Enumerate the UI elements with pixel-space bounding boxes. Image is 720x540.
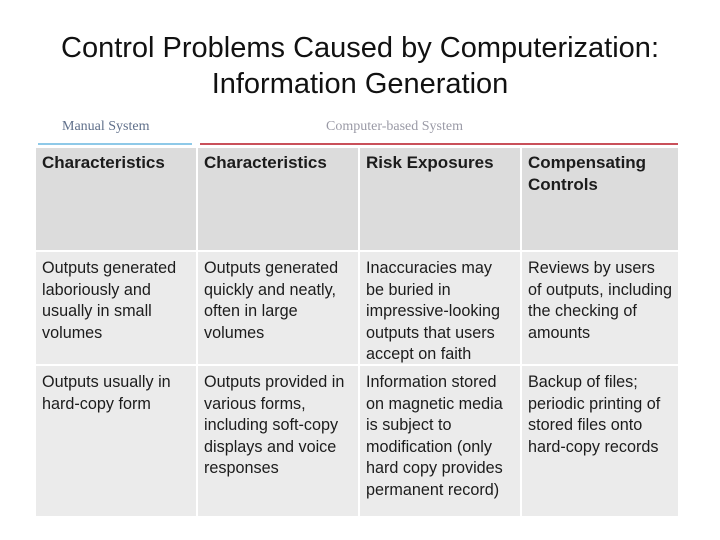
table-cell: Outputs generated laboriously and usually in small volumes bbox=[36, 252, 196, 364]
table-cell: Outputs provided in various forms, including soft-copy displays and voice responses bbox=[198, 366, 358, 516]
title-line-1: Control Problems Caused by Computerization: bbox=[61, 32, 659, 64]
slide-title bbox=[0, 30, 720, 102]
table-cell: Backup of files; periodic printing of stored files onto hard-copy records bbox=[522, 366, 678, 516]
table-cell: Reviews by users of outputs, including the checking of amounts bbox=[522, 252, 678, 364]
manual-system-label: Manual System bbox=[62, 119, 150, 134]
table-cell: Outputs usually in hard-copy form bbox=[36, 366, 196, 516]
manual-system-underline bbox=[38, 143, 192, 145]
header-computer-characteristics: Characteristics bbox=[198, 148, 358, 250]
table-cell: Inaccuracies may be buried in impressive-looking outputs that users accept on faith bbox=[360, 252, 520, 364]
header-manual-characteristics: Characteristics bbox=[36, 148, 196, 250]
title-line-2: Information Generation bbox=[211, 68, 509, 100]
table-cell: Outputs generated quickly and neatly, often in large volumes bbox=[198, 252, 358, 364]
controls-table bbox=[36, 148, 678, 518]
table-cell: Information stored on magnetic media is subject to modification (only hard copy provides permanent record) bbox=[360, 366, 520, 516]
computer-system-underline bbox=[200, 143, 678, 145]
header-compensating-controls: Compensating Controls bbox=[522, 148, 678, 250]
computer-system-label: Computer-based System bbox=[326, 119, 463, 134]
header-risk-exposures: Risk Exposures bbox=[360, 148, 520, 250]
